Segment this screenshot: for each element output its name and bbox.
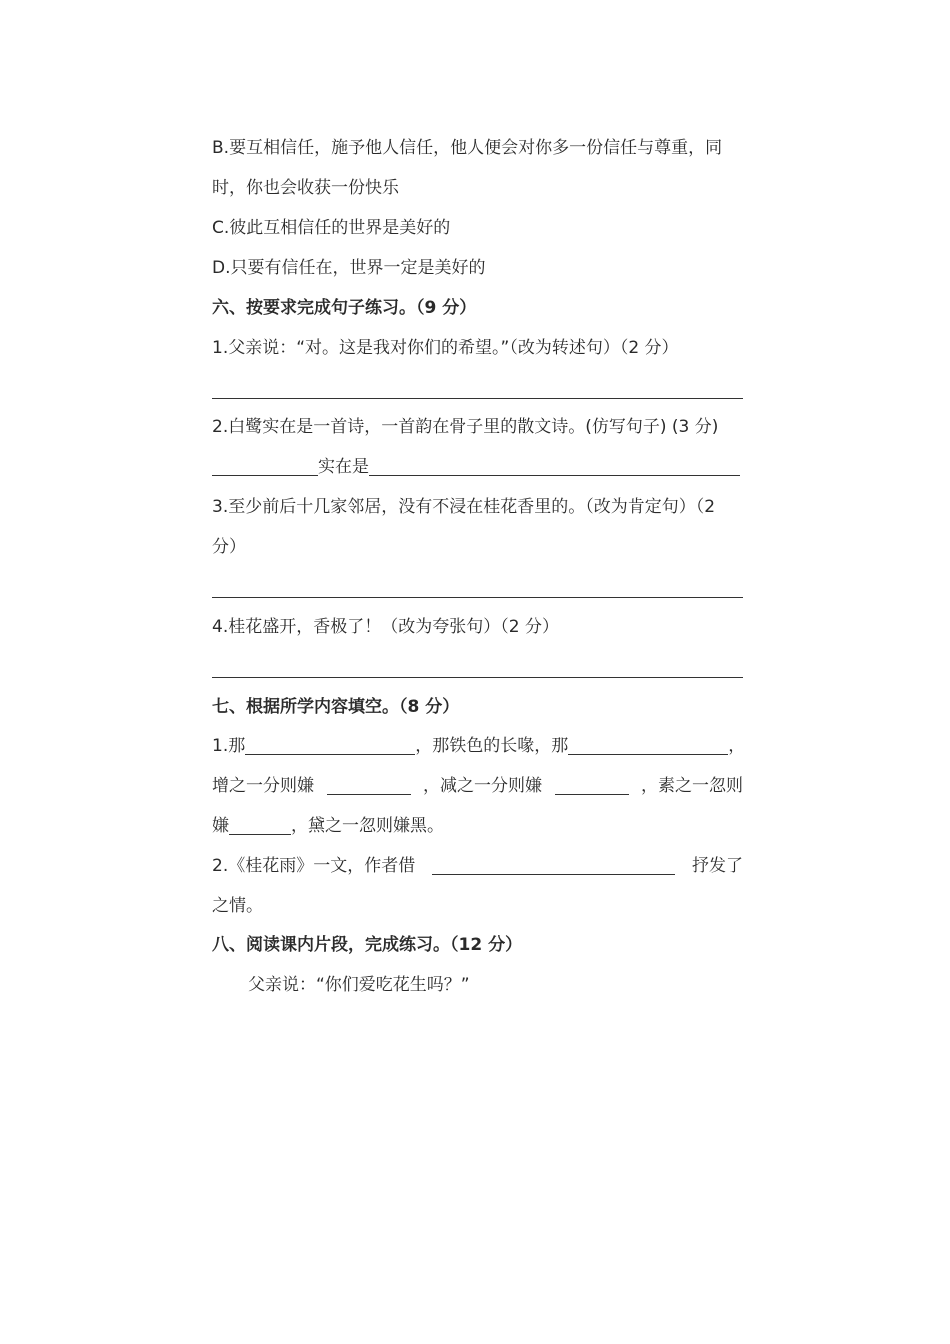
- q1-part-a: 1.那 ，那铁色的长喙，那: [212, 734, 728, 758]
- blank-q1-4[interactable]: [555, 774, 629, 795]
- option-d: D.只要有信任在，世界一定是美好的: [212, 258, 486, 278]
- blank-q1-2[interactable]: [568, 734, 728, 755]
- q1-part-e: ，减之一分则嫌: [423, 776, 542, 796]
- blank-q2[interactable]: [432, 854, 675, 875]
- section8-heading: 八、阅读课内片段，完成练习。（12 分）: [212, 935, 523, 955]
- blank-q1-1[interactable]: [245, 734, 415, 755]
- q2-mid-text: 实在是: [318, 457, 369, 477]
- section8-paragraph: 父亲说：“你们爱吃花生吗？”: [248, 975, 470, 995]
- section7-q1-row2: [212, 774, 743, 798]
- section6-heading: 六、按要求完成句子练习。（9 分）: [212, 298, 477, 318]
- blank-q2-subject[interactable]: [212, 455, 318, 476]
- section6-q1: 1.父亲说：“对。这是我对你们的希望。”（改为转述句）（2 分）: [212, 338, 679, 358]
- q1-part-d: 增之一分则嫌: [212, 776, 314, 796]
- section7-q2-row2: 之情。: [212, 896, 263, 916]
- section6-q3-line1: 3.至少前后十几家邻居，没有不浸在桂花香里的。（改为肯定句）（2: [212, 497, 716, 517]
- section7-q1-row1: [212, 734, 746, 758]
- q2-part-b: 抒发了: [691, 856, 743, 876]
- q2-part-a: 2.《桂花雨》一文，作者借: [212, 856, 416, 876]
- option-c: C.彼此互相信任的世界是美好的: [212, 218, 451, 238]
- q1-part-f: ，素之一忽则: [641, 776, 743, 796]
- blank-q1-3[interactable]: [327, 774, 411, 795]
- section6-q2-fill-row: [212, 455, 740, 479]
- blank-q2-predicate[interactable]: [369, 455, 740, 476]
- section7-heading: 七、根据所学内容填空。（8 分）: [212, 697, 460, 717]
- answer-line-q3[interactable]: [212, 597, 743, 598]
- blank-q1-5[interactable]: [229, 814, 291, 835]
- q1-comma: ，: [728, 736, 746, 756]
- answer-line-q1[interactable]: [212, 398, 743, 399]
- option-b-line2: 时，你也会收获一份快乐: [212, 178, 399, 198]
- section7-q2-row1: [212, 854, 743, 878]
- section6-q3-line2: 分）: [212, 537, 246, 557]
- section6-q2: 2.白鹭实在是一首诗，一首韵在骨子里的散文诗。(仿写句子) (3 分): [212, 417, 719, 437]
- option-b-line1: B.要互相信任，施予他人信任，他人便会对你多一份信任与尊重，同: [212, 138, 723, 158]
- section7-q1-row3: 嫌 ，黛之一忽则嫌黑。: [212, 816, 444, 836]
- answer-line-q4[interactable]: [212, 677, 743, 678]
- section6-q4: 4.桂花盛开，香极了！（改为夸张句）（2 分）: [212, 617, 559, 637]
